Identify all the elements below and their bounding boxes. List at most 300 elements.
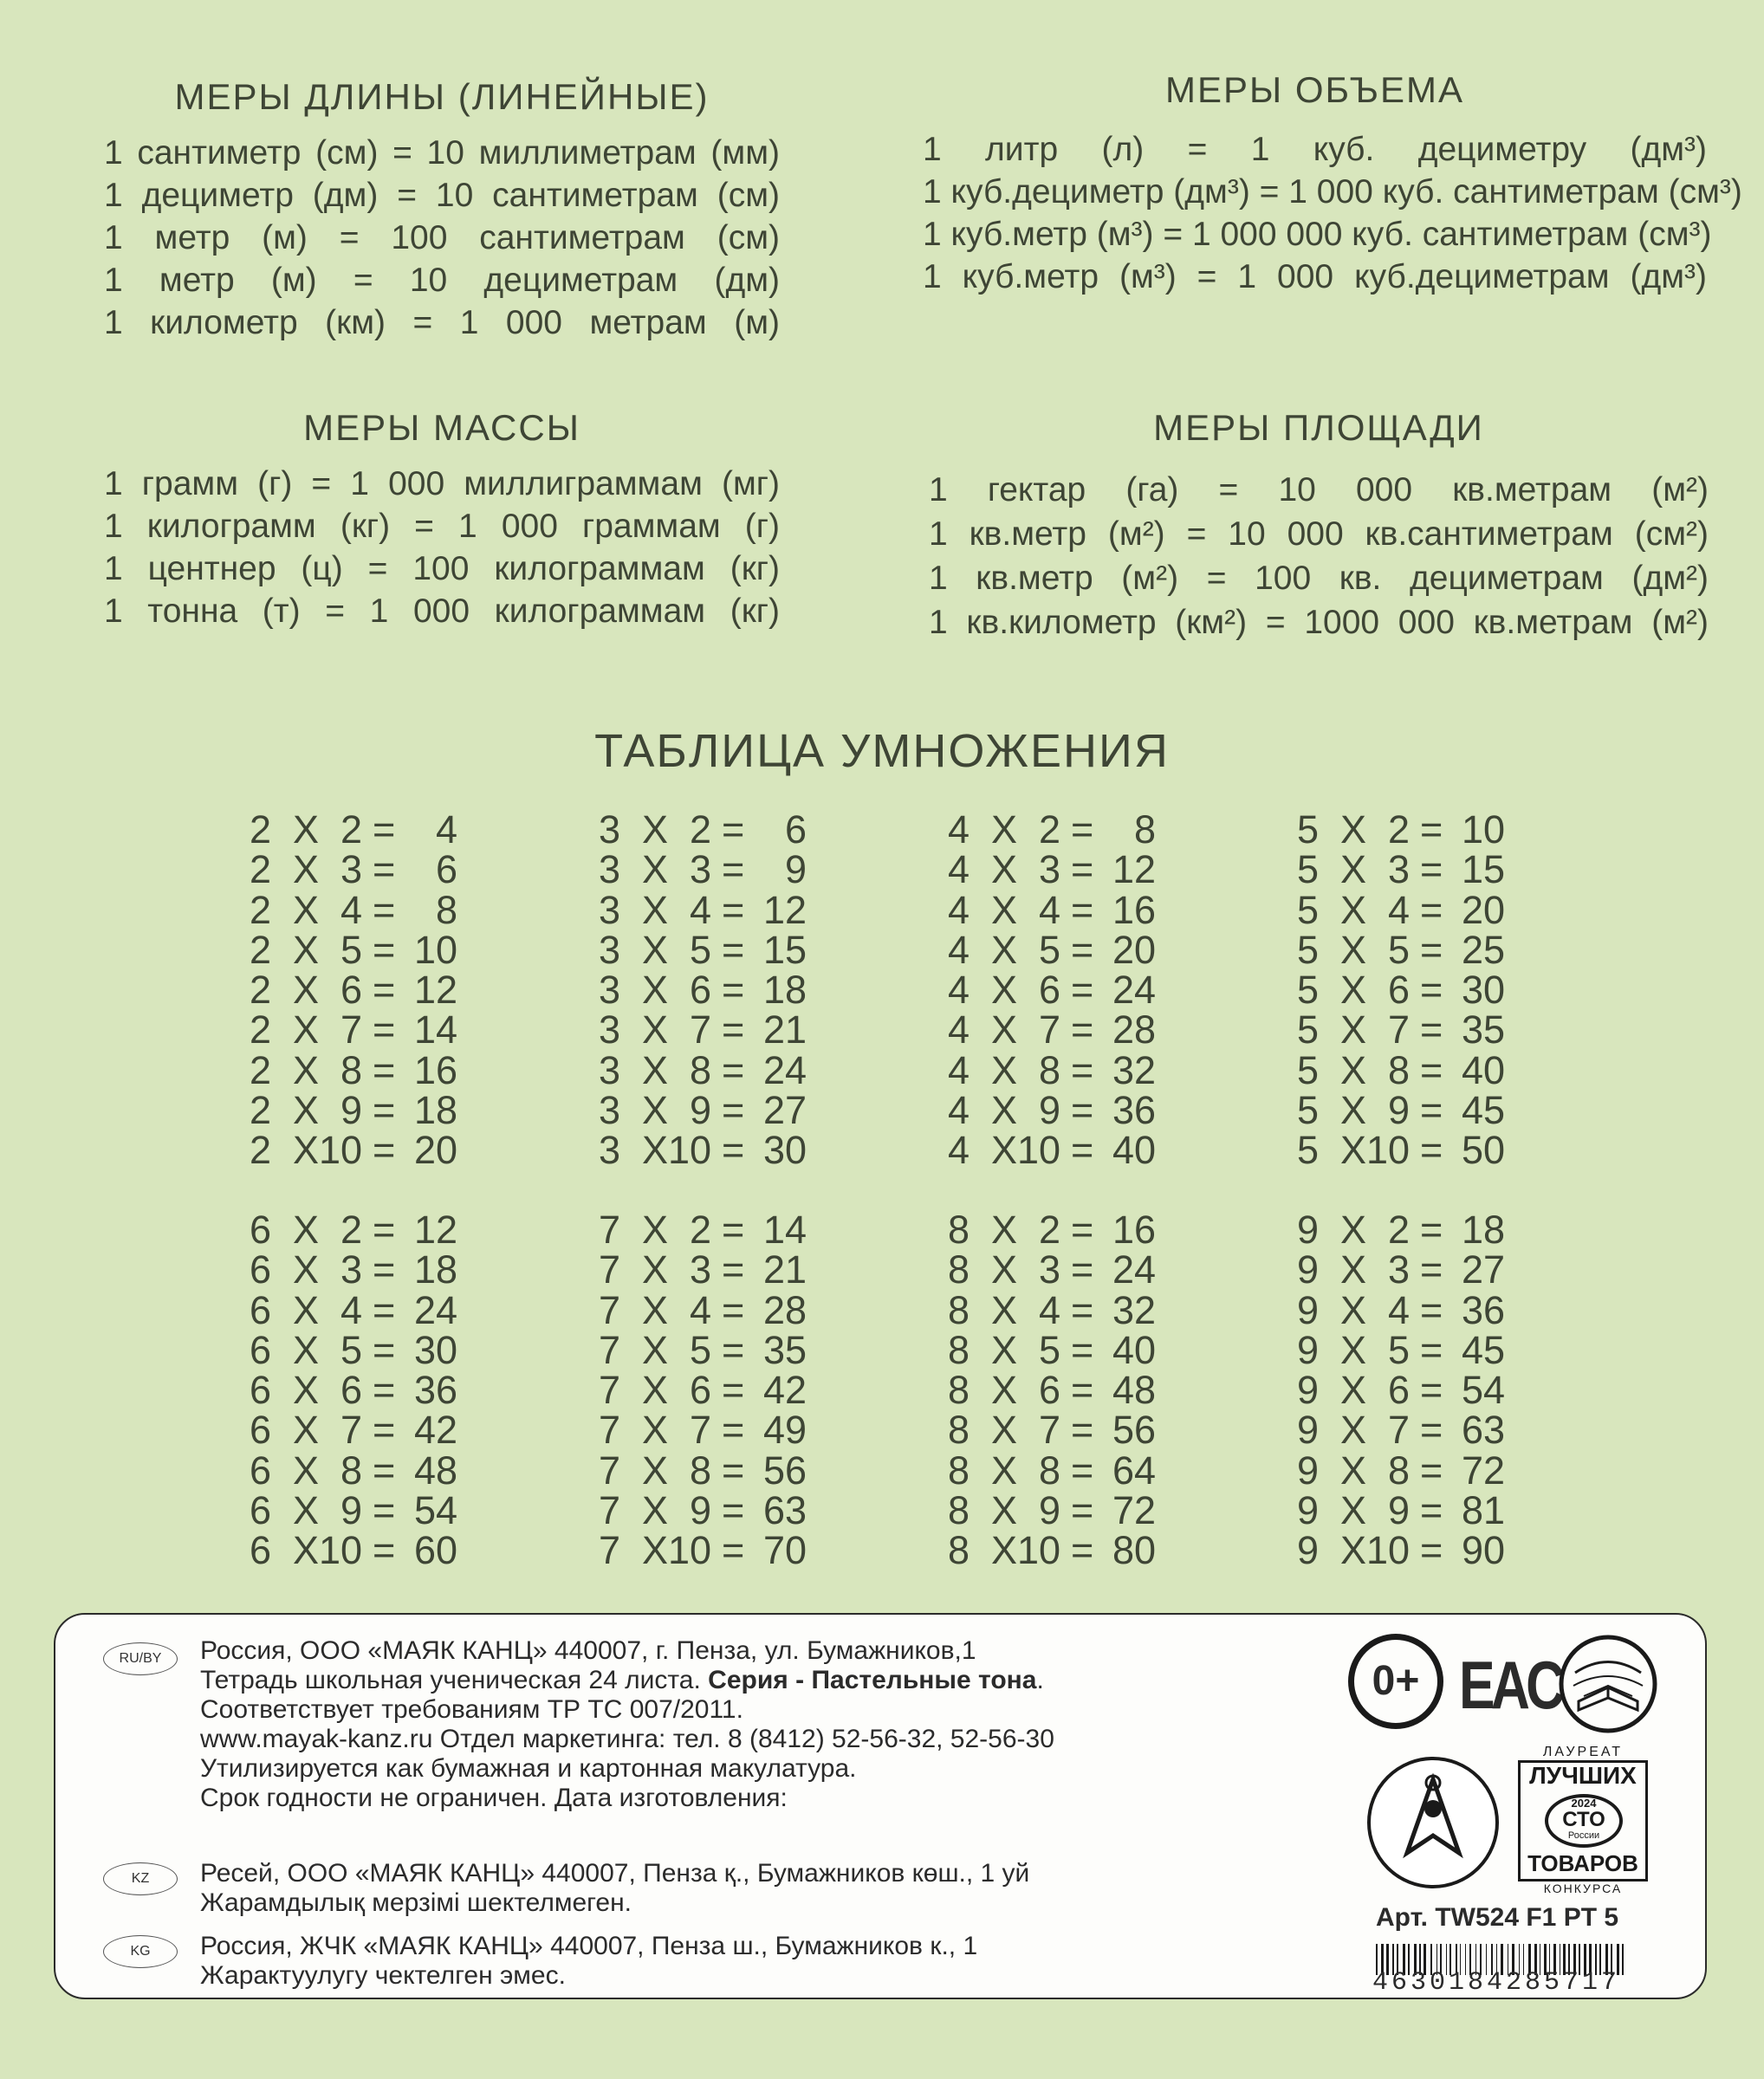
multiplication-row bbox=[1297, 1007, 1505, 1052]
equals-sign: = bbox=[373, 1448, 396, 1493]
multiplier: 2 bbox=[689, 807, 711, 852]
kz-line-2: Жарамдылық мерзімі шектелмеген. bbox=[200, 1888, 632, 1917]
operator: X bbox=[1340, 1247, 1367, 1292]
product: 18 bbox=[413, 1088, 457, 1133]
multiplier: 5 bbox=[1387, 927, 1410, 972]
product: 32 bbox=[1112, 1047, 1156, 1092]
equals-sign: = bbox=[1420, 1047, 1443, 1092]
multiplier: 8 bbox=[689, 1047, 711, 1092]
product: 36 bbox=[1112, 1088, 1156, 1133]
area-section bbox=[929, 407, 1709, 644]
equals-sign: = bbox=[1071, 1047, 1094, 1092]
multiplicand: 2 bbox=[250, 1128, 272, 1173]
multiplication-row bbox=[250, 887, 457, 932]
multiplication-row bbox=[948, 1488, 1156, 1533]
multiplier: 7 bbox=[340, 1408, 362, 1453]
product: 14 bbox=[413, 1007, 457, 1052]
multiplier: 7 bbox=[689, 1007, 711, 1052]
multiplicand: 5 bbox=[1297, 1128, 1320, 1173]
equals-sign: = bbox=[722, 1247, 745, 1292]
equals-sign: = bbox=[373, 1047, 396, 1092]
multiplicand: 9 bbox=[1297, 1247, 1320, 1292]
product: 64 bbox=[1112, 1448, 1156, 1493]
multiplication-row bbox=[599, 1408, 807, 1453]
multiplication-row bbox=[250, 927, 457, 972]
multiplier: 9 bbox=[1038, 1488, 1060, 1533]
operator: X bbox=[1340, 1047, 1367, 1092]
equals-sign: = bbox=[373, 1208, 396, 1252]
multiplicand: 6 bbox=[250, 1448, 272, 1493]
operator: X bbox=[642, 968, 669, 1013]
product: 42 bbox=[413, 1408, 457, 1453]
multiplicand: 8 bbox=[948, 1368, 970, 1413]
multiplicand: 5 bbox=[1297, 968, 1320, 1013]
equals-sign: = bbox=[373, 1287, 396, 1332]
multiplication-row bbox=[250, 1210, 457, 1250]
equals-sign: = bbox=[1071, 807, 1094, 852]
operator: X bbox=[991, 1128, 1018, 1173]
multiplicand: 2 bbox=[250, 887, 272, 932]
product: 16 bbox=[1112, 1208, 1156, 1252]
equals-sign: = bbox=[1071, 1287, 1094, 1332]
product: 63 bbox=[762, 1488, 807, 1533]
equals-sign: = bbox=[1420, 1007, 1443, 1052]
equals-sign: = bbox=[1071, 1208, 1094, 1252]
multiplicand: 9 bbox=[1297, 1208, 1320, 1252]
product: 24 bbox=[1112, 968, 1156, 1013]
multiplier: 6 bbox=[340, 1368, 362, 1413]
operator: X bbox=[642, 1488, 669, 1533]
equals-sign: = bbox=[373, 1007, 396, 1052]
product: 48 bbox=[1112, 1368, 1156, 1413]
operator: X bbox=[293, 1327, 320, 1372]
operator: X bbox=[991, 1528, 1018, 1573]
multiplication-column bbox=[599, 1210, 807, 1571]
multiplication-row bbox=[250, 1488, 457, 1533]
multiplier: 6 bbox=[1038, 1368, 1060, 1413]
product: 35 bbox=[1461, 1007, 1505, 1052]
best-goods-seal-icon: ЛАУРЕАТ ЛУЧШИХ 2024 СТО России ТОВАРОВ КОНКУРСА bbox=[1518, 1745, 1648, 1901]
product: 35 bbox=[762, 1327, 807, 1372]
product: 40 bbox=[1112, 1128, 1156, 1173]
multiplication-row bbox=[948, 1210, 1156, 1250]
product: 45 bbox=[1461, 1088, 1505, 1133]
operator: X bbox=[1340, 1208, 1367, 1252]
operator: X bbox=[642, 887, 669, 932]
multiplier: 10 bbox=[318, 1128, 362, 1173]
multiplication-row bbox=[599, 1088, 807, 1133]
operator: X bbox=[642, 1528, 669, 1573]
multiplication-row bbox=[1297, 1088, 1505, 1133]
multiplication-column bbox=[1297, 807, 1505, 1173]
multiplication-row bbox=[250, 1088, 457, 1133]
kz-info-text bbox=[200, 1859, 1029, 1918]
badge-kg: KG bbox=[103, 1935, 178, 1968]
mass-lines bbox=[104, 463, 780, 632]
multiplier: 5 bbox=[689, 1327, 711, 1372]
equals-sign: = bbox=[1071, 1247, 1094, 1292]
equals-sign: = bbox=[722, 1408, 745, 1453]
multiplier: 3 bbox=[340, 847, 362, 892]
multiplier: 2 bbox=[340, 1208, 362, 1252]
multiplication-column bbox=[948, 807, 1156, 1173]
info-panel bbox=[54, 1613, 1707, 1999]
kg-info-text bbox=[200, 1932, 977, 1991]
multiplicand: 9 bbox=[1297, 1528, 1320, 1573]
multiplier: 10 bbox=[1365, 1128, 1410, 1173]
multiplier: 4 bbox=[689, 887, 711, 932]
equals-sign: = bbox=[722, 1368, 745, 1413]
multiplier: 10 bbox=[667, 1128, 711, 1173]
operator: X bbox=[293, 927, 320, 972]
equals-sign: = bbox=[722, 1448, 745, 1493]
multiplier: 9 bbox=[689, 1488, 711, 1533]
operator: X bbox=[293, 1448, 320, 1493]
multiplicand: 6 bbox=[250, 1488, 272, 1533]
operator: X bbox=[642, 1287, 669, 1332]
multiplicand: 2 bbox=[250, 927, 272, 972]
equals-sign: = bbox=[373, 807, 396, 852]
operator: X bbox=[1340, 1007, 1367, 1052]
operator: X bbox=[1340, 1287, 1367, 1332]
product: 36 bbox=[413, 1368, 457, 1413]
multiplicand: 5 bbox=[1297, 1007, 1320, 1052]
multiplication-row bbox=[250, 1408, 457, 1453]
multiplicand: 7 bbox=[599, 1528, 621, 1573]
operator: X bbox=[293, 1488, 320, 1533]
operator: X bbox=[991, 1327, 1018, 1372]
multiplier: 9 bbox=[340, 1488, 362, 1533]
multiplication-row bbox=[599, 1488, 807, 1533]
volume-line: 1 куб.метр (м³) = 1 000 куб.дециметрам (дм³) bbox=[923, 258, 1707, 295]
mass-line: 1 грамм (г) = 1 000 миллиграммам (мг) bbox=[104, 465, 780, 502]
multiplicand: 5 bbox=[1297, 847, 1320, 892]
multiplicand: 7 bbox=[599, 1368, 621, 1413]
multiplicand: 6 bbox=[250, 1287, 272, 1332]
multiplicand: 3 bbox=[599, 807, 621, 852]
operator: X bbox=[1340, 968, 1367, 1013]
product: 56 bbox=[1112, 1408, 1156, 1453]
multiplier: 4 bbox=[689, 1287, 711, 1332]
multiplier: 5 bbox=[1038, 927, 1060, 972]
operator: X bbox=[293, 1368, 320, 1413]
multiplier: 8 bbox=[340, 1448, 362, 1493]
equals-sign: = bbox=[1071, 1528, 1094, 1573]
lengths-line: 1 метр (м) = 10 дециметрам (дм) bbox=[104, 262, 780, 299]
multiplication-row bbox=[250, 1528, 457, 1573]
area-line: 1 кв.метр (м²) = 10 000 кв.сантиметрам (см²) bbox=[929, 515, 1709, 553]
multiplier: 2 bbox=[1387, 1208, 1410, 1252]
badge-kz: KZ bbox=[103, 1862, 178, 1895]
multiplier: 3 bbox=[1387, 847, 1410, 892]
product: 12 bbox=[1112, 847, 1156, 892]
equals-sign: = bbox=[373, 887, 396, 932]
operator: X bbox=[642, 1047, 669, 1092]
multiplicand: 3 bbox=[599, 927, 621, 972]
product: 36 bbox=[1461, 1287, 1505, 1332]
equals-sign: = bbox=[1420, 807, 1443, 852]
operator: X bbox=[991, 927, 1018, 972]
multiplication-row bbox=[1297, 1448, 1505, 1493]
multiplication-row bbox=[1297, 927, 1505, 972]
operator: X bbox=[1340, 1088, 1367, 1133]
multiplier: 8 bbox=[1387, 1047, 1410, 1092]
ru-info-text bbox=[200, 1636, 1054, 1813]
multiplication-column bbox=[250, 1210, 457, 1571]
multiplier: 7 bbox=[1387, 1408, 1410, 1453]
equals-sign: = bbox=[1420, 927, 1443, 972]
multiplier: 7 bbox=[1038, 1007, 1060, 1052]
equals-sign: = bbox=[1071, 887, 1094, 932]
multiplication-row bbox=[1297, 1287, 1505, 1332]
operator: X bbox=[1340, 1528, 1367, 1573]
operator: X bbox=[293, 1208, 320, 1252]
multiplication-row bbox=[250, 968, 457, 1013]
product: 16 bbox=[413, 1047, 457, 1092]
multiplication-column bbox=[1297, 1210, 1505, 1571]
multiplier: 3 bbox=[1387, 1247, 1410, 1292]
product: 6 bbox=[784, 807, 807, 852]
multiplier: 2 bbox=[689, 1208, 711, 1252]
multiplier: 3 bbox=[340, 1247, 362, 1292]
equals-sign: = bbox=[373, 1528, 396, 1573]
equals-sign: = bbox=[1071, 1408, 1094, 1453]
equals-sign: = bbox=[373, 1088, 396, 1133]
operator: X bbox=[293, 887, 320, 932]
multiplier: 7 bbox=[1387, 1007, 1410, 1052]
mass-line: 1 центнер (ц) = 100 килограммам (кг) bbox=[104, 550, 780, 587]
multiplier: 8 bbox=[1387, 1448, 1410, 1493]
multiplier: 3 bbox=[1038, 847, 1060, 892]
multiplier: 7 bbox=[689, 1408, 711, 1453]
ru-line-4: www.mayak-kanz.ru Отдел маркетинга: тел. 8 (8412) 52-56-32, 52-56-30 bbox=[200, 1725, 1054, 1753]
operator: X bbox=[293, 1408, 320, 1453]
multiplier: 2 bbox=[1038, 807, 1060, 852]
product: 32 bbox=[1112, 1287, 1156, 1332]
kz-line-1: Ресей, ООО «МАЯК КАНЦ» 440007, Пенза қ., Бумажников көш., 1 уй bbox=[200, 1859, 1030, 1888]
multiplier: 4 bbox=[340, 887, 362, 932]
operator: X bbox=[293, 1047, 320, 1092]
multiplicand: 7 bbox=[599, 1208, 621, 1252]
product: 10 bbox=[413, 927, 457, 972]
multiplier: 3 bbox=[689, 1247, 711, 1292]
equals-sign: = bbox=[722, 927, 745, 972]
mass-title: МЕРЫ МАССЫ bbox=[303, 407, 580, 448]
product: 56 bbox=[762, 1448, 807, 1493]
multiplication-column bbox=[948, 1210, 1156, 1571]
multiplicand: 5 bbox=[1297, 1047, 1320, 1092]
multiplier: 4 bbox=[1387, 1287, 1410, 1332]
multiplier: 6 bbox=[1387, 1368, 1410, 1413]
multiplier: 3 bbox=[689, 847, 711, 892]
multiplicand: 3 bbox=[599, 1007, 621, 1052]
multiplication-row bbox=[250, 1247, 457, 1292]
lengths-line: 1 сантиметр (см) = 10 миллиметрам (мм) bbox=[104, 134, 780, 172]
area-line: 1 гектар (га) = 10 000 кв.метрам (м²) bbox=[929, 471, 1709, 508]
equals-sign: = bbox=[373, 1408, 396, 1453]
multiplicand: 6 bbox=[250, 1327, 272, 1372]
multiplier: 9 bbox=[1387, 1088, 1410, 1133]
operator: X bbox=[293, 1128, 320, 1173]
multiplication-row bbox=[948, 1247, 1156, 1292]
product: 18 bbox=[413, 1247, 457, 1292]
multiplicand: 8 bbox=[948, 1327, 970, 1372]
equals-sign: = bbox=[1071, 847, 1094, 892]
multiplicand: 5 bbox=[1297, 807, 1320, 852]
equals-sign: = bbox=[722, 1287, 745, 1332]
operator: X bbox=[1340, 1128, 1367, 1173]
product: 90 bbox=[1461, 1528, 1505, 1573]
multiplier: 10 bbox=[667, 1528, 711, 1573]
multiplicand: 8 bbox=[948, 1488, 970, 1533]
multiplication-column bbox=[599, 807, 807, 1173]
product: 21 bbox=[762, 1247, 807, 1292]
operator: X bbox=[1340, 847, 1367, 892]
multiplication-row bbox=[948, 847, 1156, 892]
volume-section bbox=[923, 69, 1742, 298]
product: 12 bbox=[413, 1208, 457, 1252]
multiplicand: 9 bbox=[1297, 1368, 1320, 1413]
operator: X bbox=[293, 847, 320, 892]
multiplicand: 9 bbox=[1297, 1448, 1320, 1493]
operator: X bbox=[1340, 1448, 1367, 1493]
multiplication-row bbox=[948, 1007, 1156, 1052]
multiplicand: 8 bbox=[948, 1247, 970, 1292]
equals-sign: = bbox=[1420, 887, 1443, 932]
multiplicand: 3 bbox=[599, 1128, 621, 1173]
equals-sign: = bbox=[1420, 1488, 1443, 1533]
multiplicand: 2 bbox=[250, 1088, 272, 1133]
multiplicand: 8 bbox=[948, 1528, 970, 1573]
operator: X bbox=[642, 1327, 669, 1372]
operator: X bbox=[642, 1208, 669, 1252]
equals-sign: = bbox=[1420, 1287, 1443, 1332]
age-rating-icon: 0+ bbox=[1348, 1634, 1443, 1729]
product: 18 bbox=[1461, 1208, 1505, 1252]
area-title: МЕРЫ ПЛОЩАДИ bbox=[1153, 407, 1484, 448]
multiplier: 8 bbox=[1038, 1047, 1060, 1092]
equals-sign: = bbox=[373, 1247, 396, 1292]
operator: X bbox=[991, 968, 1018, 1013]
product: 50 bbox=[1461, 1128, 1505, 1173]
ru-line-2: Тетрадь школьная ученическая 24 листа. Серия - Пастельные тона. bbox=[200, 1666, 1044, 1694]
ru-line-5: Утилизируется как бумажная и картонная макулатура. bbox=[200, 1754, 857, 1783]
product: 45 bbox=[1461, 1327, 1505, 1372]
product: 4 bbox=[435, 807, 457, 852]
multiplication-row bbox=[1297, 887, 1505, 932]
multiplication-row bbox=[1297, 847, 1505, 892]
lengths-line: 1 дециметр (дм) = 10 сантиметрам (см) bbox=[104, 177, 780, 214]
operator: X bbox=[642, 927, 669, 972]
volume-line: 1 куб.дециметр (дм³) = 1 000 куб. сантиметрам (см³) bbox=[923, 173, 1742, 210]
multiplication-row bbox=[1297, 1128, 1505, 1173]
operator: X bbox=[642, 1007, 669, 1052]
product: 20 bbox=[413, 1128, 457, 1173]
equals-sign: = bbox=[1420, 847, 1443, 892]
multiplication-row bbox=[1297, 968, 1505, 1013]
product: 12 bbox=[762, 887, 807, 932]
operator: X bbox=[642, 1368, 669, 1413]
volume-lines bbox=[923, 128, 1742, 298]
operator: X bbox=[293, 807, 320, 852]
product: 63 bbox=[1461, 1408, 1505, 1453]
equals-sign: = bbox=[1420, 1528, 1443, 1573]
badge-ru-by: RU/BY bbox=[103, 1642, 178, 1675]
multiplicand: 3 bbox=[599, 1088, 621, 1133]
operator: X bbox=[991, 1208, 1018, 1252]
multiplication-row bbox=[1297, 1210, 1505, 1250]
operator: X bbox=[991, 1408, 1018, 1453]
multiplicand: 9 bbox=[1297, 1327, 1320, 1372]
operator: X bbox=[991, 1247, 1018, 1292]
lengths-lines bbox=[104, 132, 780, 344]
product: 27 bbox=[762, 1088, 807, 1133]
multiplicand: 4 bbox=[948, 968, 970, 1013]
multiplier: 4 bbox=[340, 1287, 362, 1332]
multiplication-row bbox=[599, 847, 807, 892]
multiplier: 2 bbox=[1387, 807, 1410, 852]
product: 20 bbox=[1112, 927, 1156, 972]
equals-sign: = bbox=[1071, 1128, 1094, 1173]
product: 15 bbox=[1461, 847, 1505, 892]
operator: X bbox=[642, 847, 669, 892]
article-number: Арт. TW524 F1 PT 5 bbox=[1376, 1903, 1619, 1932]
multiplication-row bbox=[948, 1047, 1156, 1092]
lengths-line: 1 километр (км) = 1 000 метрам (м) bbox=[104, 304, 780, 341]
multiplication-row bbox=[250, 807, 457, 852]
multiplication-row bbox=[1297, 807, 1505, 852]
multiplicand: 4 bbox=[948, 1047, 970, 1092]
equals-sign: = bbox=[1420, 1128, 1443, 1173]
multiplication-row bbox=[948, 927, 1156, 972]
multiplicand: 5 bbox=[1297, 1088, 1320, 1133]
operator: X bbox=[991, 1007, 1018, 1052]
multiplier: 5 bbox=[1038, 1327, 1060, 1372]
operator: X bbox=[991, 1368, 1018, 1413]
equals-sign: = bbox=[1420, 1247, 1443, 1292]
multiplicand: 8 bbox=[948, 1448, 970, 1493]
kg-line-1: Россия, ЖЧК «МАЯК КАНЦ» 440007, Пенза ш., Бумажников к., 1 bbox=[200, 1932, 978, 1960]
multiplicand: 9 bbox=[1297, 1488, 1320, 1533]
multiplication-row bbox=[599, 927, 807, 972]
product: 6 bbox=[435, 847, 457, 892]
multiplier: 4 bbox=[1387, 887, 1410, 932]
multiplication-row bbox=[250, 1128, 457, 1173]
operator: X bbox=[293, 1088, 320, 1133]
product: 24 bbox=[413, 1287, 457, 1332]
multiplication-column bbox=[250, 807, 457, 1173]
operator: X bbox=[1340, 807, 1367, 852]
operator: X bbox=[642, 1448, 669, 1493]
product: 60 bbox=[413, 1528, 457, 1573]
ru-line-3: Соответствует требованиям ТР ТС 007/2011. bbox=[200, 1695, 743, 1724]
area-line: 1 кв.километр (км²) = 1000 000 кв.метрам (м²) bbox=[929, 604, 1709, 641]
multiplication-row bbox=[599, 807, 807, 852]
equals-sign: = bbox=[722, 807, 745, 852]
equals-sign: = bbox=[722, 1327, 745, 1372]
product: 28 bbox=[762, 1287, 807, 1332]
multiplicand: 5 bbox=[1297, 927, 1320, 972]
multiplication-row bbox=[599, 1247, 807, 1292]
equals-sign: = bbox=[1420, 1408, 1443, 1453]
product: 8 bbox=[435, 887, 457, 932]
multiplier: 8 bbox=[689, 1448, 711, 1493]
operator: X bbox=[642, 1128, 669, 1173]
multiplicand: 8 bbox=[948, 1208, 970, 1252]
product: 48 bbox=[413, 1448, 457, 1493]
lengths-section bbox=[104, 76, 780, 344]
multiplication-row bbox=[948, 1287, 1156, 1332]
